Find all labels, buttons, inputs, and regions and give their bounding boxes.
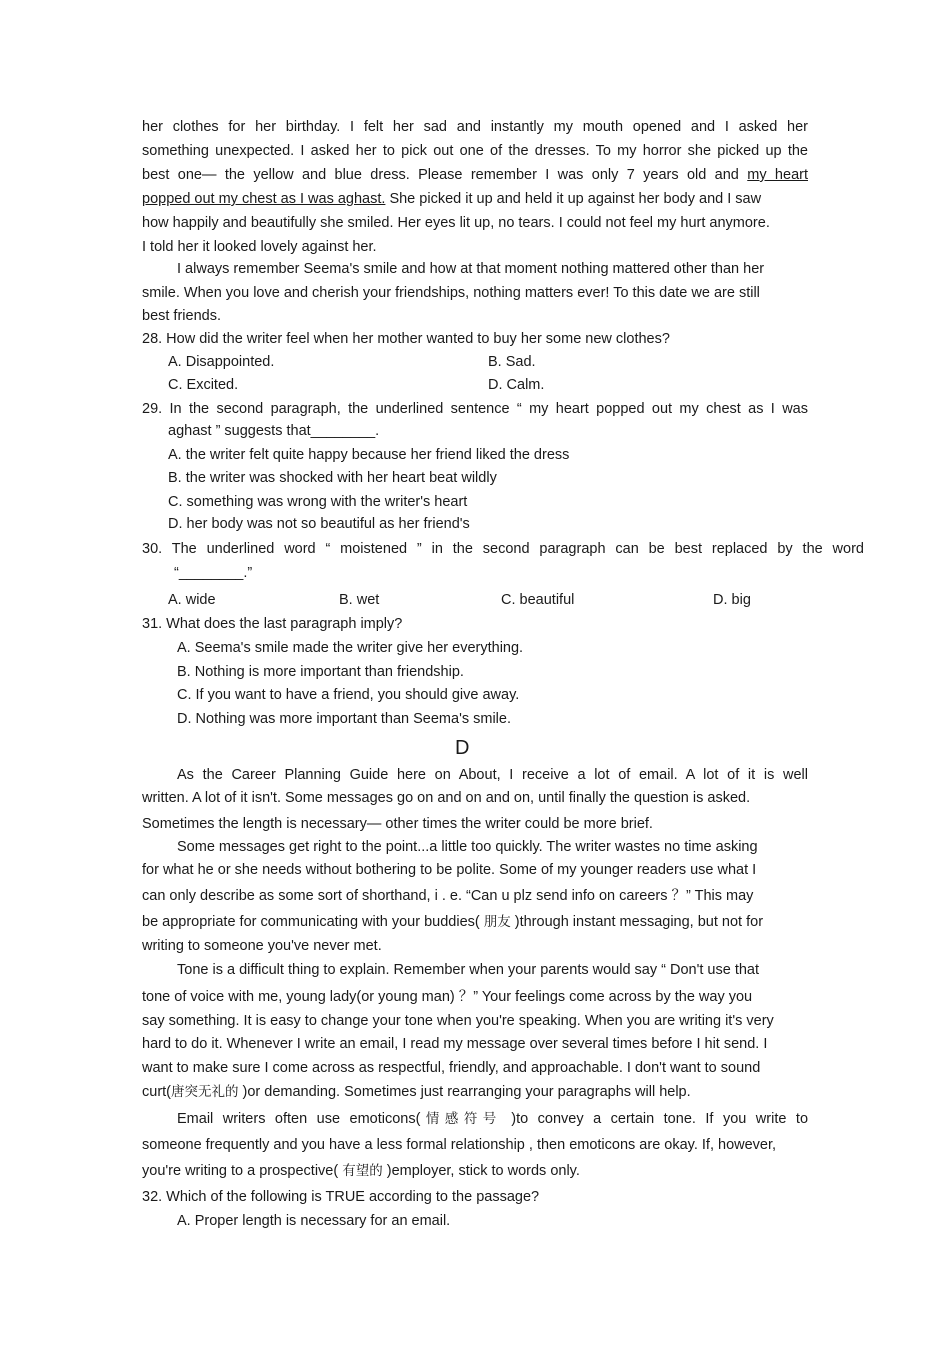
option-28b: B. Sad. [488,354,536,370]
question-29-cont: aghast ” suggests that________. [168,423,380,439]
option-29a: A. the writer felt quite happy because her friend liked the dress [168,447,570,463]
passage-d-line: Tone is a difficult thing to explain. Remember when your parents would say “ Don't use that [177,962,760,978]
passage-d-line: As the Career Planning Guide here on About, I receive a lot of email. A lot of it is well [177,767,808,783]
chinese-gloss: 朋友 [483,914,511,930]
passage-d-line: say something. It is easy to change your tone when you're speaking. When you are writing it's very [142,1013,774,1029]
passage-c-line: best friends. [142,308,221,324]
passage-d-line: want to make sure I come across as respectful, friendly, and approachable. I don't want to sound [142,1060,761,1076]
passage-d-line: Some messages get right to the point...a little too quickly. The writer wastes no time asking [177,839,758,855]
text-run: Email writers often use emoticons( [177,1111,421,1127]
underlined-sentence: popped out my chest as I was aghast. [142,191,386,207]
underlined-sentence: my heart [747,167,808,183]
passage-c-line: smile. When you love and cherish your friendships, nothing matters ever! To this date we are still [142,285,760,301]
passage-d-line: Sometimes the length is necessary— other times the writer could be more brief. [142,816,653,832]
question-32: 32. Which of the following is TRUE according to the passage? [142,1189,540,1205]
text-run: you're writing to a prospective( [142,1163,343,1179]
option-29d: D. her body was not so beautiful as her friend's [168,516,470,532]
text-run: )employer, stick to words only. [382,1163,580,1179]
passage-c-line [142,190,761,208]
text-run: )to convey a certain tone. If you write to [501,1111,809,1127]
option-31c: C. If you want to have a friend, you should give away. [177,687,520,703]
text-run: be appropriate for communicating with your buddies( [142,914,484,930]
passage-d-line: can only describe as some sort of shorthand, i . e. “Can u plz send info on careers ？” This may [142,888,754,904]
option-28c: C. Excited. [168,377,239,393]
option-31a: A. Seema's smile made the writer give her everything. [177,640,524,656]
passage-d-line [142,1083,691,1101]
question-29: 29. In the second paragraph, the underlined sentence “ my heart popped out my chest as I was [142,401,808,417]
option-31b: B. Nothing is more important than friendship. [177,664,464,680]
question-30-cont: “________.” [174,565,253,581]
question-30: 30. The underlined word “ moistened ” in the second paragraph can be best replaced by the word [142,541,864,557]
option-30c: C. beautiful [501,592,575,608]
passage-c-line [142,166,808,184]
passage-d-line: hard to do it. Whenever I write an email, I read my message over several times before I hit send. I [142,1036,768,1052]
question-28: 28. How did the writer feel when her mother wanted to buy her some new clothes? [142,331,670,347]
section-heading: D [455,737,470,759]
option-32a: A. Proper length is necessary for an email. [177,1213,451,1229]
passage-c-line: how happily and beautifully she smiled. Her eyes lit up, no tears. I could not feel my hurt anymore. [142,215,770,231]
passage-d-line [142,913,763,931]
text-run: )or demanding. Sometimes just rearranging your paragraphs will help. [238,1084,691,1100]
passage-d-line [142,1162,580,1180]
option-31d: D. Nothing was more important than Seema's smile. [177,711,511,727]
passage-d-line: writing to someone you've never met. [142,938,382,954]
passage-d-line: for what he or she needs without bothering to be polite. Some of my younger readers use what I [142,862,757,878]
text-run: best one— the yellow and blue dress. Please remember I was only 7 years old and [142,167,739,183]
question-31: 31. What does the last paragraph imply? [142,616,403,632]
passage-c-line: I told her it looked lovely against her. [142,239,377,255]
option-30b: B. wet [339,592,380,608]
option-29b: B. the writer was shocked with her heart beat wildly [168,470,497,486]
passage-d-line: someone frequently and you have a less formal relationship , then emoticons are okay. If, however, [142,1137,777,1153]
chinese-gloss: 唐突无礼的 [171,1084,239,1100]
option-28d: D. Calm. [488,377,545,393]
passage-c-line: something unexpected. I asked her to pick out one of the dresses. To my horror she picked up the [142,143,808,159]
option-30a: A. wide [168,592,216,608]
option-29c: C. something was wrong with the writer's heart [168,494,468,510]
chinese-gloss: 有望的 [342,1163,383,1179]
passage-c-line: her clothes for her birthday. I felt her sad and instantly my mouth opened and I asked her [142,119,808,135]
chinese-gloss: 情感符号 [420,1111,502,1127]
passage-d-line: written. A lot of it isn't. Some messages go on and on and on, until finally the question is asked. [142,790,751,806]
passage-d-line: tone of voice with me, young lady(or young man) ？” Your feelings come across by the way you [142,989,753,1005]
text-run: She picked it up and held it up against her body and I saw [385,191,762,207]
option-30d: D. big [713,592,751,608]
passage-d-line [177,1110,808,1128]
passage-c-line: I always remember Seema's smile and how at that moment nothing mattered other than her [177,261,765,277]
text-run: )through instant messaging, but not for [510,914,764,930]
option-28a: A. Disappointed. [168,354,275,370]
text-run: curt( [142,1084,171,1100]
